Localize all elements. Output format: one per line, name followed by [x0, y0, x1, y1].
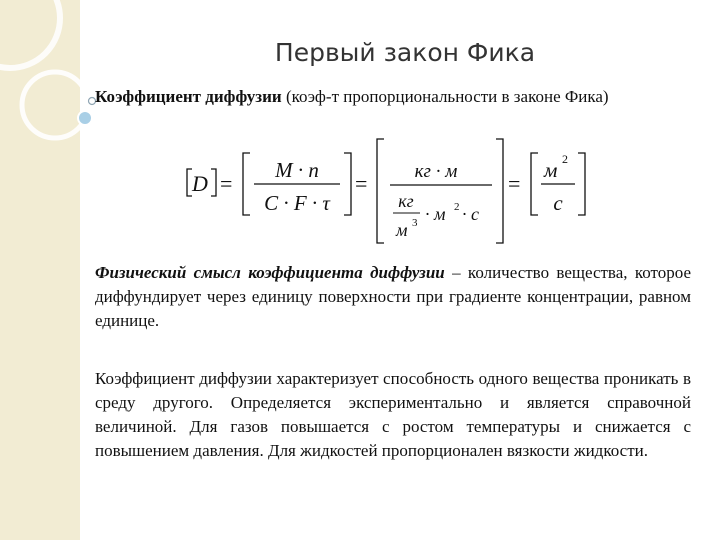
- bracket-right-2: [496, 139, 503, 243]
- bracket-right-1: [344, 153, 351, 215]
- decorative-circles: [0, 0, 160, 160]
- term-diffusion-coefficient: Коэффициент диффузии: [95, 87, 282, 106]
- bracket-right-3: [578, 153, 585, 215]
- term2-den-bottom: м: [396, 220, 408, 240]
- term1-denominator: C · F · τ: [264, 191, 330, 215]
- bracket-left-3: [531, 153, 538, 215]
- term3-denominator: с: [553, 191, 563, 215]
- paragraph-characteristics: Коэффициент диффузии характеризует способность одного вещества проникать в среду другого. Определяется экспериментально и является справочной величиной. Для газов повышается с ростом температуры и снижается с повышением давления. Для жидкостей пропорционален вязкости жидкости.: [95, 369, 691, 460]
- bracket-left-2: [377, 139, 384, 243]
- definition-text: (коэф-т пропорциональности в законе Фика): [281, 87, 609, 106]
- term2-den-bottom-sup: 3: [412, 217, 418, 229]
- bracket-left-1: [243, 153, 250, 215]
- bracket-right-d: [211, 169, 216, 196]
- paragraph-physical-meaning: [95, 261, 691, 333]
- slide-title: Первый закон Фика: [274, 38, 536, 67]
- physical-meaning-text: – количество вещества, которое диффундирует через единицу поверхности при градиенте концентрации, равном единице.: [95, 263, 691, 330]
- formula-lhs: D: [192, 171, 208, 196]
- term3-numerator: м: [544, 158, 558, 182]
- equals-sign-2: =: [355, 171, 368, 196]
- decor-ring-medium: [22, 72, 88, 138]
- decor-dot-blue: [78, 111, 92, 125]
- term3-numerator-sup: 2: [562, 152, 568, 166]
- equals-sign-3: =: [508, 171, 521, 196]
- term2-den-top: кг: [398, 191, 414, 211]
- term2-den-tail: · с: [462, 204, 479, 224]
- formula-dimension: [180, 135, 600, 250]
- decor-ring-large: [0, 0, 60, 68]
- term1-numerator: M · n: [275, 158, 319, 182]
- equals-sign-1: =: [220, 171, 233, 196]
- term-physical-meaning: Физический смысл коэффициента диффузии: [95, 263, 445, 282]
- paragraph-definition: [95, 85, 691, 109]
- term2-numerator: кг · м: [414, 161, 458, 182]
- term2-den-middle-sup: 2: [454, 201, 460, 213]
- term2-den-middle: · м: [425, 204, 446, 224]
